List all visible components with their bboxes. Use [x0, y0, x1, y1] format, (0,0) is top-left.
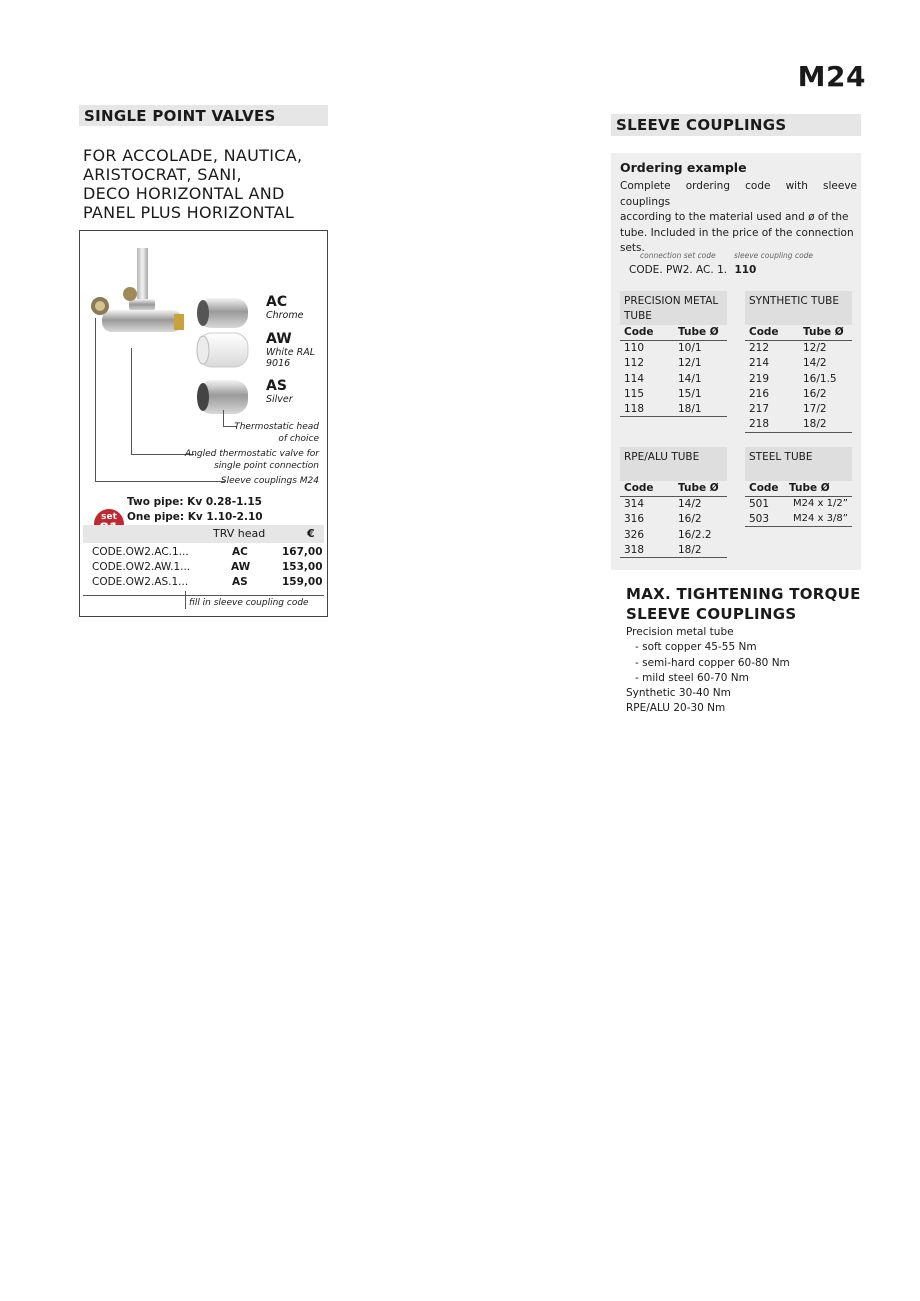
table-title-rpe-alu [620, 447, 727, 481]
table-row [624, 388, 727, 403]
price-trv: AC [232, 546, 248, 558]
table-rule [620, 340, 727, 341]
option-name: Chrome [266, 310, 304, 321]
cell-code: 218 [749, 418, 770, 431]
label-connection-set-code: connection set code [640, 251, 716, 260]
price-value: 153,00 [282, 561, 323, 573]
valve-illustration [84, 244, 274, 434]
label-sleeve-coupling-code: sleeve coupling code [734, 251, 814, 260]
footnote-marker [185, 591, 186, 609]
table-rule [745, 340, 852, 341]
cell-code: 214 [749, 357, 770, 370]
kv-one-pipe: One pipe: Kv 1.10-2.10 [127, 511, 263, 523]
table-body-precision [624, 342, 727, 418]
subtitle-line: ARISTOCRAT, SANI, [83, 165, 242, 184]
table-row [624, 373, 727, 388]
cell-code: 112 [624, 357, 645, 370]
brass-ring [174, 314, 184, 330]
table-rule [745, 496, 852, 497]
col-code: Code [749, 482, 779, 494]
cell-tube: 12/2 [803, 342, 827, 354]
valve-nut [129, 299, 155, 311]
ordering-text-line: tube. Included in the price of the connection [620, 226, 854, 239]
cell-tube: 14/1 [678, 372, 702, 385]
col-tube: Tube Ø [678, 326, 719, 338]
cell-code: 118 [624, 403, 645, 416]
table-row [624, 357, 727, 372]
option-ac [266, 294, 303, 321]
option-code: AW [266, 331, 292, 347]
cell-code: 110 [624, 342, 645, 354]
cell-code: 212 [749, 342, 770, 354]
cell-tube: M24 x 3/8” [793, 513, 848, 525]
torque-line: - semi-hard copper 60-80 Nm [635, 656, 790, 669]
ordering-code-prefix: CODE. PW2. AC. 1. [629, 264, 728, 276]
table-title-precision [620, 291, 727, 325]
table-title-synthetic [745, 291, 852, 325]
callout-angled-valve [160, 448, 319, 472]
callout-line [131, 348, 132, 454]
cell-tube: 18/2 [803, 418, 827, 431]
option-aw [266, 331, 315, 369]
table-rule [620, 557, 727, 558]
price-code: CODE.OW2.AC.1... [92, 546, 189, 558]
kv-two-pipe: Two pipe: Kv 0.28-1.15 [127, 496, 262, 508]
price-table-header [83, 525, 324, 543]
cell-tube: 16/2 [678, 513, 702, 526]
cell-tube: 10/1 [678, 342, 702, 354]
table-rule [620, 496, 727, 497]
table-title-line: TUBE [624, 310, 652, 322]
vertical-pipe [137, 248, 148, 306]
callout-sleeve-couplings: Sleeve couplings M24 [220, 476, 319, 486]
ordering-text-line: sets. [620, 242, 645, 254]
callout-text: single point connection [214, 461, 319, 471]
table-row [749, 403, 852, 418]
table-row [749, 342, 852, 357]
table-body-steel [749, 498, 852, 529]
price-code: CODE.OW2.AW.1... [92, 561, 191, 573]
cell-code: 501 [749, 498, 770, 510]
table-body-synthetic [749, 342, 852, 434]
table-title-line: RPE/ALU TUBE [624, 451, 700, 463]
col-code: Code [624, 326, 654, 338]
table-rule [745, 526, 852, 527]
table-row [624, 513, 727, 528]
cell-tube: 14/2 [678, 498, 702, 510]
cell-code: 326 [624, 528, 645, 541]
price-value: 167,00 [282, 546, 323, 558]
option-code: AC [266, 294, 288, 310]
option-as [266, 378, 293, 405]
table-rule [745, 432, 852, 433]
cell-tube: 18/2 [678, 543, 702, 556]
sleeve-couplings-title: SLEEVE COUPLINGS [611, 114, 861, 136]
option-code: AS [266, 378, 287, 394]
cell-code: 318 [624, 543, 645, 556]
page-code: M24 [797, 60, 866, 93]
valve-body [102, 310, 182, 332]
torque-line: - mild steel 60-70 Nm [635, 671, 749, 684]
currency-label: € [307, 527, 315, 540]
table-row [749, 498, 852, 513]
cell-tube: 12/1 [678, 357, 702, 370]
option-name: White RAL [266, 347, 316, 358]
table-row [624, 498, 727, 513]
ordering-title: Ordering example [620, 160, 747, 175]
set-badge-word: set [101, 512, 117, 522]
subtitle-line: FOR ACCOLADE, NAUTICA, [83, 146, 303, 165]
ordering-code-suffix: 110 [734, 264, 757, 276]
table-rule [620, 416, 727, 417]
cell-code: 217 [749, 403, 770, 416]
table-title-line: STEEL TUBE [749, 451, 813, 463]
subtitle-line: PANEL PLUS HORIZONTAL [83, 203, 295, 222]
torque-line: - soft copper 45-55 Nm [635, 641, 757, 654]
price-value: 159,00 [282, 576, 323, 588]
col-code: Code [749, 326, 779, 338]
cell-tube: 16/2 [803, 387, 827, 400]
callout-text: of choice [278, 434, 319, 444]
price-trv: AW [231, 561, 251, 573]
col-code: Code [624, 482, 654, 494]
torque-line: Synthetic 30-40 Nm [626, 687, 731, 700]
torque-line: RPE/ALU 20-30 Nm [626, 702, 726, 715]
cell-code: 314 [624, 498, 645, 510]
torque-line: Precision metal tube [626, 626, 734, 638]
ordering-text [620, 179, 857, 257]
ordering-code-example [629, 264, 756, 276]
ordering-text-line: according to the material used and ø of the [620, 211, 849, 223]
table-title-steel [745, 447, 852, 481]
cell-tube: 18/1 [678, 403, 702, 416]
table-title-line: PRECISION METAL [624, 295, 719, 307]
col-tube: Tube Ø [678, 482, 719, 494]
table-title-line: SYNTHETIC TUBE [749, 295, 839, 307]
cell-code: 219 [749, 372, 770, 385]
table-row [749, 357, 852, 372]
table-body-rpe-alu [624, 498, 727, 559]
table-row [624, 529, 727, 544]
cell-code: 115 [624, 387, 645, 400]
price-table-rule [83, 595, 324, 596]
col-tube: Tube Ø [789, 482, 830, 494]
callout-line [95, 318, 96, 481]
cell-tube: 17/2 [803, 403, 827, 416]
cell-tube: M24 x 1/2” [793, 498, 848, 509]
product-subtitle [83, 146, 333, 222]
callout-text: Angled thermostatic valve for [185, 449, 319, 459]
subtitle-line: DECO HORIZONTAL AND [83, 184, 285, 203]
callout-thermostatic-head [200, 421, 319, 445]
torque-title-line: MAX. TIGHTENING TORQUE [626, 585, 861, 603]
cell-code: 316 [624, 513, 645, 526]
cell-tube: 14/2 [803, 357, 827, 370]
price-trv: AS [232, 576, 248, 588]
price-code: CODE.OW2.AS.1... [92, 576, 189, 588]
price-row [92, 576, 323, 591]
torque-title-line: SLEEVE COUPLINGS [626, 605, 797, 623]
price-row [92, 561, 323, 576]
cell-code: 114 [624, 372, 645, 385]
table-row [749, 373, 852, 388]
trv-head-label: TRV head [213, 527, 266, 540]
torque-list [626, 625, 866, 717]
price-footnote: fill in sleeve coupling code [189, 598, 309, 608]
cell-code: 216 [749, 387, 770, 400]
option-name: 9016 [266, 358, 291, 369]
cell-tube: 15/1 [678, 387, 702, 400]
col-tube: Tube Ø [803, 326, 844, 338]
torque-title [626, 584, 866, 624]
option-name: Silver [266, 394, 293, 405]
price-row [92, 546, 323, 561]
ordering-text-line: Complete ordering code with sleeve couplings [620, 180, 857, 208]
table-row [624, 342, 727, 357]
table-row [749, 388, 852, 403]
single-point-valves-title: SINGLE POINT VALVES [79, 105, 328, 126]
cell-tube: 16/1.5 [803, 372, 837, 385]
cell-code: 503 [749, 513, 770, 526]
callout-text: Thermostatic head [234, 422, 319, 432]
cell-tube: 16/2.2 [678, 528, 712, 541]
